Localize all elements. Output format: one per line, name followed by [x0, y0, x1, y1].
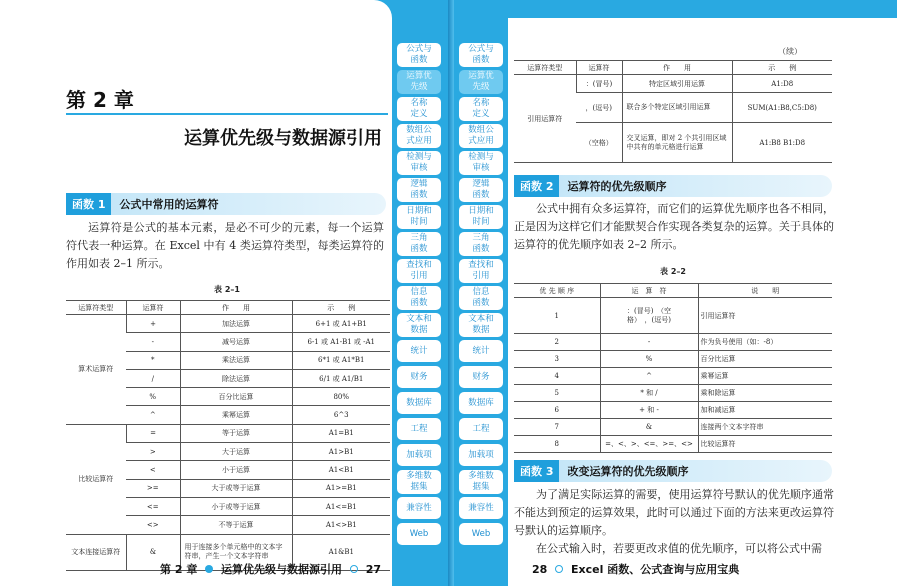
- chapter-tab[interactable]: [397, 259, 441, 283]
- chapter-tab-label: 文本和: [468, 314, 494, 324]
- operator-cell: ，(逗号): [576, 93, 622, 123]
- chapter-tab-label: 名称: [410, 98, 428, 108]
- section-3-paragraph-2: 在公式输入时，若要更改求值的优先顺序，可以将公式中需: [536, 542, 822, 555]
- operator-cell: >=: [126, 479, 180, 497]
- chapter-tab-label: 统计: [410, 345, 428, 356]
- chapter-tab[interactable]: [397, 470, 441, 494]
- section-1-title: 公式中常用的运算符: [119, 198, 219, 211]
- table-row: [514, 351, 832, 368]
- function-cell: 用于连接多个单元格中的文本字符串，产生一个文本字符串: [180, 534, 292, 570]
- section-3-header: [514, 460, 832, 482]
- chapter-tab[interactable]: [459, 259, 503, 283]
- priority-cell: 4: [514, 368, 600, 385]
- chapter-tab[interactable]: [397, 523, 441, 545]
- priority-cell: 8: [514, 436, 600, 453]
- priority-cell: 2: [514, 334, 600, 351]
- chapter-tab[interactable]: [397, 497, 441, 519]
- operator-cell: ：(冒号): [576, 75, 622, 93]
- example-cell: A1<=B1: [292, 497, 390, 515]
- section-2-number: 函数 2: [514, 175, 559, 197]
- function-cell: 乘法运算: [180, 351, 292, 369]
- priority-cell: 5: [514, 385, 600, 402]
- chapter-tab-label: 多维数: [468, 471, 494, 481]
- chapter-tab[interactable]: [459, 340, 503, 362]
- function-cell: 减号运算: [180, 333, 292, 351]
- chapter-tab[interactable]: [397, 444, 441, 466]
- operator-cell: &: [126, 534, 180, 570]
- section-3-paragraph: 为了满足实际运算的需要，使用运算符号默认的优先顺序通常不能达到预定的运算效果，此时可以通过下面的方法来更改运算符号默认的运算顺序。: [514, 488, 834, 537]
- section-2-header: [514, 175, 832, 197]
- chapter-tab-label: 检测与: [468, 152, 494, 162]
- chapter-tab-label: 数据库: [406, 397, 432, 408]
- chapter-tab-label: 函数: [410, 298, 428, 308]
- chapter-tab-label: 式应用: [406, 136, 432, 146]
- operator-cell: %: [126, 388, 180, 406]
- chapter-tab[interactable]: [397, 313, 441, 337]
- footer-circle-icon-right: [555, 565, 563, 573]
- chapter-tab-label: 定义: [410, 109, 428, 119]
- example-cell: A1:B8 B1:D8: [732, 123, 832, 163]
- operator-cell: +: [126, 315, 180, 333]
- chapter-tab[interactable]: [459, 313, 503, 337]
- chapter-tab[interactable]: [459, 232, 503, 256]
- operator-cell: + 和 -: [600, 402, 698, 419]
- chapter-tab-label: 日期和: [406, 206, 432, 216]
- example-cell: 6*1 或 A1*B1: [292, 351, 390, 369]
- chapter-tabs-left: [392, 43, 446, 549]
- example-cell: A1&B1: [292, 534, 390, 570]
- chapter-tab[interactable]: [459, 470, 503, 494]
- example-cell: 6/1 或 A1/B1: [292, 369, 390, 387]
- function-cell: 联合多个特定区域引用运算: [622, 93, 732, 123]
- chapter-tab-label: 数据: [410, 325, 428, 335]
- table-header-cell: 示 例: [732, 61, 832, 75]
- chapter-tab-label: 信息: [472, 287, 490, 297]
- chapter-tab-label: 先级: [472, 82, 490, 92]
- chapter-tab-label: 函数: [472, 190, 490, 200]
- chapter-tab-label: 工程: [410, 423, 428, 434]
- example-cell: A1:D8: [732, 75, 832, 93]
- function-cell: 等于运算: [180, 424, 292, 442]
- function-cell: 乘幂运算: [180, 406, 292, 424]
- operator-cell: -: [600, 334, 698, 351]
- chapter-tab-label: 财务: [410, 371, 428, 382]
- footer-chapter: 第 2 章: [160, 563, 198, 576]
- chapter-tab-label: 函数: [472, 298, 490, 308]
- chapter-tab-label: 时间: [410, 217, 428, 227]
- footer-book-title: Excel 函数、公式查询与应用宝典: [571, 563, 740, 576]
- table-header-cell: 作 用: [622, 61, 732, 75]
- chapter-tab-label: 公式与: [406, 44, 432, 54]
- chapter-tab[interactable]: [459, 151, 503, 175]
- chapter-tab-label: 三角: [472, 233, 490, 243]
- section-1-number: 函数 1: [66, 193, 111, 215]
- example-cell: A1>=B1: [292, 479, 390, 497]
- chapter-tab-label: 三角: [410, 233, 428, 243]
- chapter-tab-label: 工程: [472, 423, 490, 434]
- chapter-tab[interactable]: [459, 124, 503, 148]
- operator-cell: =: [126, 424, 180, 442]
- function-cell: 小于或等于运算: [180, 497, 292, 515]
- function-cell: 交叉运算，即对 2 个共引用区域中共有的单元格进行运算: [622, 123, 732, 163]
- table-row: [514, 402, 832, 419]
- chapter-tab-label: 函数: [472, 55, 490, 65]
- table-2-2: [514, 283, 832, 453]
- footer-page-number-right: 28: [532, 563, 548, 576]
- chapter-tab[interactable]: [459, 97, 503, 121]
- chapter-rule: [66, 113, 388, 115]
- chapter-tab[interactable]: [459, 392, 503, 414]
- function-cell: 大于运算: [180, 443, 292, 461]
- table-header-cell: 优 先 顺 序: [514, 284, 600, 298]
- chapter-number: 第 2 章: [66, 88, 134, 112]
- chapter-tab-label: 先级: [410, 82, 428, 92]
- operator-type-cell: 引用运算符: [514, 75, 576, 163]
- priority-cell: 3: [514, 351, 600, 368]
- section-3-title: 改变运算符的优先级顺序: [567, 465, 689, 478]
- priority-cell: 1: [514, 298, 600, 334]
- table-header-cell: 运 算 符: [600, 284, 698, 298]
- chapter-tab-label: 函数: [410, 244, 428, 254]
- function-cell: 小于运算: [180, 461, 292, 479]
- operator-cell: ^: [600, 368, 698, 385]
- left-page: [0, 0, 392, 586]
- example-cell: 80%: [292, 388, 390, 406]
- chapter-title: 运算优先级与数据源引用: [184, 128, 382, 149]
- table-2-1: [66, 300, 390, 571]
- operator-cell: -: [126, 333, 180, 351]
- example-cell: A1<>B1: [292, 516, 390, 534]
- table-2-1-caption: 表 2–1: [214, 285, 240, 294]
- function-cell: 大于或等于运算: [180, 479, 292, 497]
- description-cell: 比较运算符: [698, 436, 832, 453]
- description-cell: 乘和除运算: [698, 385, 832, 402]
- example-cell: A1=B1: [292, 424, 390, 442]
- chapter-tab-label: 文本和: [406, 314, 432, 324]
- chapter-tab-label: 数据库: [468, 397, 494, 408]
- table-header-cell: 运算符: [576, 61, 622, 75]
- right-footer: [532, 561, 739, 577]
- description-cell: 百分比运算: [698, 351, 832, 368]
- chapter-tab-label: 运算优: [406, 71, 432, 81]
- chapter-tab[interactable]: [459, 444, 503, 466]
- chapter-tab-label: Web: [471, 528, 491, 539]
- top-band: [508, 0, 897, 18]
- operator-cell: <=: [126, 497, 180, 515]
- chapter-tab[interactable]: [397, 366, 441, 388]
- chapter-tab-label: 财务: [472, 371, 490, 382]
- table-row: [514, 385, 832, 402]
- continued-label: （续）: [778, 47, 802, 56]
- chapter-tab[interactable]: [459, 497, 503, 519]
- chapter-tab-label: 审核: [472, 163, 490, 173]
- table-2-1-continued: [514, 60, 832, 163]
- chapter-tab[interactable]: [459, 286, 503, 310]
- chapter-tab-label: Web: [409, 528, 429, 539]
- section-3-number: 函数 3: [514, 460, 559, 482]
- left-footer: [160, 561, 381, 577]
- table-header-cell: 作 用: [180, 301, 292, 315]
- function-cell: 特定区域引用运算: [622, 75, 732, 93]
- chapter-tab[interactable]: [397, 151, 441, 175]
- chapter-tab-label: 审核: [410, 163, 428, 173]
- function-cell: 不等于运算: [180, 516, 292, 534]
- chapter-tab-label: 函数: [410, 55, 428, 65]
- table-row: [66, 424, 390, 442]
- right-page: [508, 0, 897, 586]
- example-cell: 6-1 或 A1-B1 或 -A1: [292, 333, 390, 351]
- table-header-cell: 运算符: [126, 301, 180, 315]
- table-row: [514, 334, 832, 351]
- table-header-cell: 运算符类型: [66, 301, 126, 315]
- operator-cell: >: [126, 443, 180, 461]
- operator-type-cell: 算术运算符: [66, 315, 126, 425]
- table-row: [514, 298, 832, 334]
- example-cell: SUM(A1:B8,C5:D8): [732, 93, 832, 123]
- section-1-header: [66, 193, 386, 215]
- description-cell: 乘幂运算: [698, 368, 832, 385]
- chapter-tab[interactable]: [459, 43, 503, 67]
- operator-cell: * 和 /: [600, 385, 698, 402]
- chapter-tab-label: 多维数: [406, 471, 432, 481]
- chapter-tab[interactable]: [397, 70, 441, 94]
- chapter-tab-label: 式应用: [468, 136, 494, 146]
- example-cell: A1<B1: [292, 461, 390, 479]
- operator-cell: ^: [126, 406, 180, 424]
- chapter-tab[interactable]: [397, 178, 441, 202]
- description-cell: 加和减运算: [698, 402, 832, 419]
- chapter-tab[interactable]: [397, 286, 441, 310]
- chapter-tab-label: 逻辑: [410, 179, 428, 189]
- chapter-tab-label: 数组公: [468, 125, 494, 135]
- chapter-tab[interactable]: [397, 418, 441, 440]
- chapter-tab-label: 数组公: [406, 125, 432, 135]
- priority-cell: 7: [514, 419, 600, 436]
- chapter-tab[interactable]: [397, 205, 441, 229]
- table-header-cell: 说 明: [698, 284, 832, 298]
- chapter-tab-label: 函数: [410, 190, 428, 200]
- chapter-tab-label: 据集: [472, 482, 490, 492]
- footer-page-number: 27: [365, 563, 382, 576]
- footer-circle-icon: [350, 565, 358, 573]
- operator-cell: <>: [126, 516, 180, 534]
- chapter-tab[interactable]: [459, 178, 503, 202]
- table-row: [66, 315, 390, 333]
- operator-cell: （空格）: [576, 123, 622, 163]
- footer-dot-icon: [205, 565, 213, 573]
- chapter-tab-label: 引用: [410, 271, 428, 281]
- chapter-tab[interactable]: [459, 70, 503, 94]
- table-2-2-caption: 表 2–2: [660, 267, 686, 276]
- chapter-tab[interactable]: [397, 340, 441, 362]
- chapter-tab[interactable]: [459, 205, 503, 229]
- chapter-tab-label: 名称: [472, 98, 490, 108]
- chapter-tab-label: 函数: [472, 244, 490, 254]
- chapter-tab-label: 运算优: [468, 71, 494, 81]
- function-cell: 百分比运算: [180, 388, 292, 406]
- table-row: [514, 368, 832, 385]
- operator-cell: *: [126, 351, 180, 369]
- table-header-cell: 运算符类型: [514, 61, 576, 75]
- chapter-tab-label: 加载项: [406, 449, 432, 460]
- chapter-tab-label: 检测与: [406, 152, 432, 162]
- chapter-tab[interactable]: [459, 418, 503, 440]
- table-header-cell: 示 例: [292, 301, 390, 315]
- description-cell: 作为负号使用（如：-8）: [698, 334, 832, 351]
- chapter-tab-label: 兼容性: [406, 502, 432, 513]
- chapter-tab-label: 查找和: [468, 260, 494, 270]
- description-cell: 引用运算符: [698, 298, 832, 334]
- operator-cell: &: [600, 419, 698, 436]
- section-2-title: 运算符的优先级顺序: [567, 180, 667, 193]
- table-row: [514, 419, 832, 436]
- operator-type-cell: 比较运算符: [66, 424, 126, 534]
- chapter-tab-label: 查找和: [406, 260, 432, 270]
- chapter-tab-label: 兼容性: [468, 502, 494, 513]
- chapter-tabs-right: [454, 43, 508, 549]
- chapter-tab[interactable]: [397, 124, 441, 148]
- example-cell: A1>B1: [292, 443, 390, 461]
- function-cell: 除法运算: [180, 369, 292, 387]
- operator-cell: =、<、>、<=、>=、<>: [600, 436, 698, 453]
- operator-cell: %: [600, 351, 698, 368]
- example-cell: 6+1 或 A1+B1: [292, 315, 390, 333]
- operator-cell: <: [126, 461, 180, 479]
- chapter-tab-label: 加载项: [468, 449, 494, 460]
- footer-chapter-title: 运算优先级与数据源引用: [221, 563, 343, 576]
- chapter-tab[interactable]: [397, 392, 441, 414]
- priority-cell: 6: [514, 402, 600, 419]
- chapter-tab-label: 据集: [410, 482, 428, 492]
- chapter-tab[interactable]: [459, 366, 503, 388]
- chapter-tab-label: 统计: [472, 345, 490, 356]
- chapter-tab-label: 引用: [472, 271, 490, 281]
- example-cell: 6^3: [292, 406, 390, 424]
- chapter-tab-label: 数据: [472, 325, 490, 335]
- chapter-tab-label: 时间: [472, 217, 490, 227]
- chapter-tab[interactable]: [459, 523, 503, 545]
- operator-cell: /: [126, 369, 180, 387]
- chapter-tab[interactable]: [397, 43, 441, 67]
- chapter-tab-label: 信息: [410, 287, 428, 297]
- operator-cell: ：(冒号) （空格） ，(逗号): [600, 298, 698, 334]
- section-2-paragraph: 公式中拥有众多运算符，而它们的运算优先顺序也各不相同，正是因为这样它们才能默契合作实现各类复杂的运算。关于具体的运算符的优先顺序如表 2–2 所示。: [514, 202, 834, 251]
- table-row: [514, 436, 832, 453]
- chapter-tab[interactable]: [397, 232, 441, 256]
- chapter-tab-label: 公式与: [468, 44, 494, 54]
- description-cell: 连接两个文本字符串: [698, 419, 832, 436]
- function-cell: 加法运算: [180, 315, 292, 333]
- chapter-tab[interactable]: [397, 97, 441, 121]
- operator-type-cell: 文本连接运算符: [66, 534, 126, 570]
- section-1-paragraph: 运算符是公式的基本元素，是必不可少的元素，每一个运算符代表一种运算。在 Excel 中有 4 类运算符类型，每类运算符的作用如表 2–1 所示。: [66, 221, 384, 270]
- chapter-tab-label: 定义: [472, 109, 490, 119]
- table-row: [514, 75, 832, 93]
- chapter-tab-label: 逻辑: [472, 179, 490, 189]
- chapter-tab-label: 日期和: [468, 206, 494, 216]
